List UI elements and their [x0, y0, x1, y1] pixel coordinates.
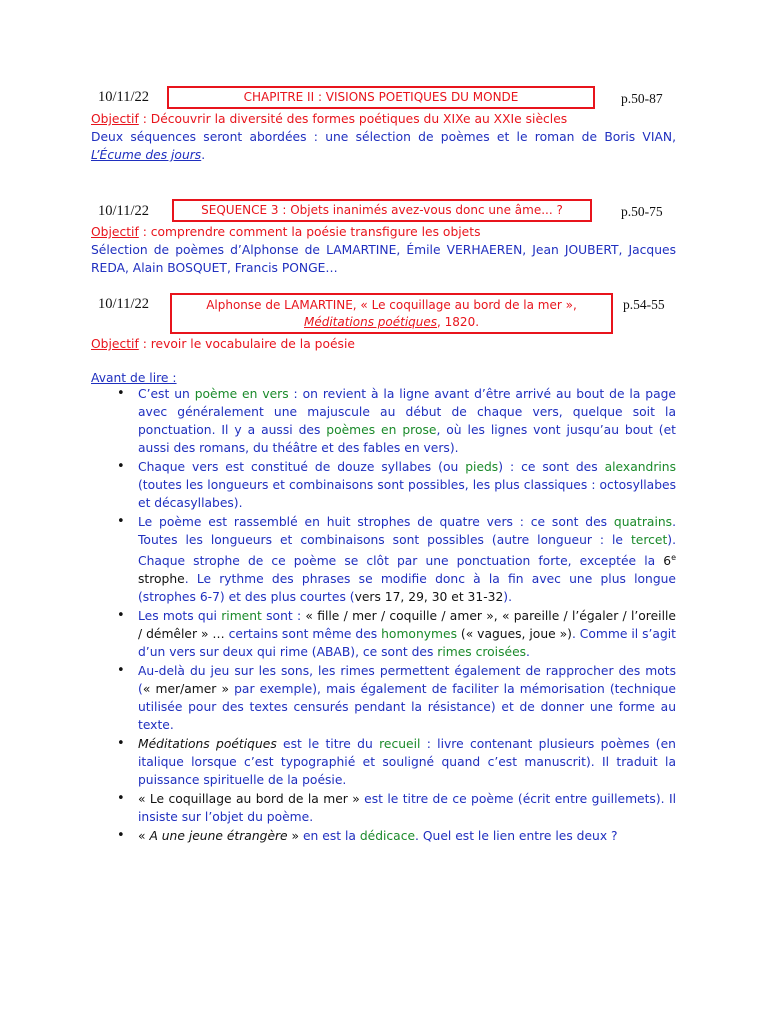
chapter-title-box: [167, 86, 595, 109]
poets-line-2: REDA, Alain BOSQUET, Francis PONGE…: [91, 261, 338, 275]
list-item: • Le poème est rassemblé en huit strophes de quatre vers : ce sont des quatrains. Toutes les longueurs et combinaisons sont possibles (autre longueur : le tercet). Chaque strophe de ce poème se clôt par une ponctuation forte, exceptée la 6e strophe. Le rythme des phrases se modifie donc à la fin avec une plus longue (strophes 6-7) et des plus courtes (vers 17, 29, 30 et 31-32).: [117, 514, 676, 605]
poets-line-1: Sélection de poèmes d’Alphonse de LAMARTINE, Émile VERHAEREN, Jean JOUBERT, Jacques: [91, 243, 676, 257]
notes-list: [91, 385, 676, 846]
list-item: • Méditations poétiques est le titre du recueil : livre contenant plusieurs poèmes (en italique lorsque c’est typographié et souligné quand c’est manuscrit). Il traduit la puissance spirituelle de la poésie.: [117, 736, 676, 788]
chapter-title: CHAPITRE II : VISIONS POETIQUES DU MONDE: [243, 90, 519, 104]
objectif-1: Objectif : Découvrir la diversité des formes poétiques du XIXe au XXIe siècles: [91, 112, 568, 126]
bullet-icon: •: [117, 514, 125, 529]
avant-de-lire-heading: Avant de lire :: [91, 371, 177, 385]
poem-title-line-1: Alphonse de LAMARTINE, « Le coquillage au bord de la mer »,: [206, 298, 577, 312]
list-item: • Chaque vers est constitué de douze syllabes (ou pieds) : ce sont des alexandrins (toutes les longueurs et combinaisons sont possibles, les plus classiques : octosyllabes et décasyllabes).: [117, 459, 676, 510]
objectif-2: Objectif : comprendre comment la poésie transfigure les objets: [91, 225, 481, 239]
poem-title-line-2: Méditations poétiques, 1820.: [303, 315, 480, 329]
sequence-title: SEQUENCE 3 : Objets inanimés avez-vous donc une âme... ?: [201, 203, 563, 217]
sequences-line-1: Deux séquences seront abordées : une sélection de poèmes et le roman de Boris VIAN,: [91, 130, 676, 144]
objectif-3: Objectif : revoir le vocabulaire de la poésie: [91, 337, 355, 351]
list-item: • « Le coquillage au bord de la mer » est le titre de ce poème (écrit entre guillemets). Il insiste sur l’objet du poème.: [117, 791, 676, 825]
chapter-pages: p.50-87: [621, 91, 663, 106]
roman-title-link: L’Écume des jours: [91, 148, 202, 162]
list-item: • « A une jeune étrangère » en est la dédicace. Quel est le lien entre les deux ?: [117, 828, 618, 844]
poem-pages: p.54-55: [623, 297, 665, 312]
bullet-icon: •: [117, 736, 125, 752]
list-item: • Au-delà du jeu sur les sons, les rimes permettent également de rapprocher des mots (« mer/amer » par exemple), mais également de faciliter la mémorisation (technique utilisée pour des textes censurés pendant la résistance) et de donner une forme au texte.: [117, 663, 676, 733]
bullet-icon: •: [117, 828, 125, 844]
date-2: 10/11/22: [98, 203, 150, 219]
sequence-title-box: [172, 199, 592, 222]
bullet-icon: •: [117, 663, 125, 679]
sequence-pages: p.50-75: [621, 204, 663, 219]
date-1: 10/11/22: [98, 89, 150, 105]
poem-title-box: [170, 293, 613, 334]
list-item: • Les mots qui riment sont : « fille / mer / coquille / amer », « pareille / l’égaler / l’oreille / démêler » … certains sont même des homonymes (« vagues, joue »). Comme il s’agit d’un vers sur deux qui rime (ABAB), ce sont des rimes croisées.: [117, 608, 676, 660]
bullet-icon: •: [117, 386, 125, 401]
date-3: 10/11/22: [98, 296, 150, 312]
bullet-icon: •: [117, 608, 125, 624]
sequences-line-2: L’Écume des jours.: [91, 148, 206, 162]
bullet-icon: •: [117, 459, 125, 474]
bullet-icon: •: [117, 791, 125, 807]
list-item: • C’est un poème en vers : on revient à la ligne avant d’être arrivé au bout de la page avec généralement une majuscule au début de chaque vers, quelque soit la ponctuation. Il y a aussi des poèmes en prose, où les lignes vont jusqu’au bout (et aussi des romans, du théâtre et des fables en vers).: [117, 386, 676, 455]
